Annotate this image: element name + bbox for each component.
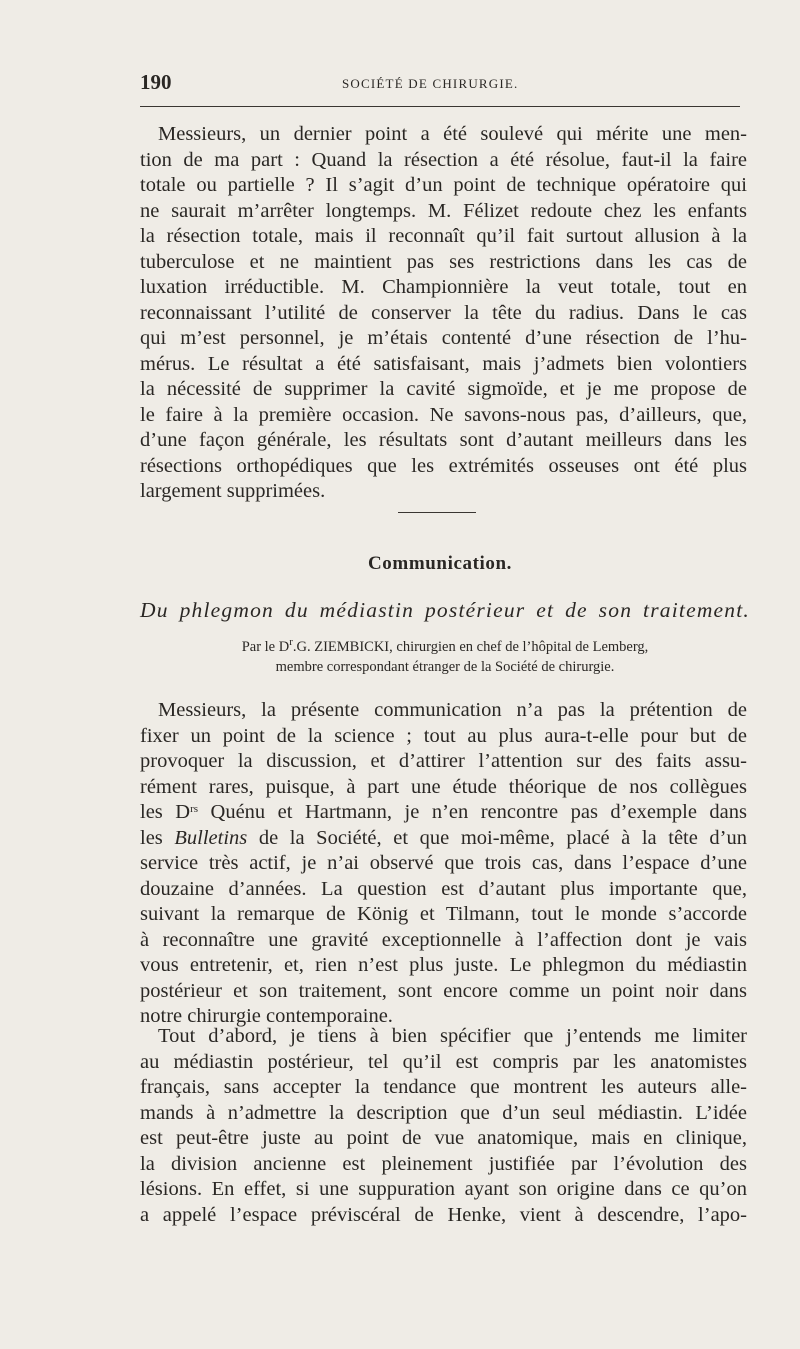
text-line: postérieur et son traitement, sont encore comme un point noir dans (140, 979, 747, 1002)
text-line: service très actif, je n’ai observé que trois cas, dans l’espace d’une (140, 852, 747, 874)
text-line: provoquer la discussion, et d’attirer l’attention sur des faits assu- (140, 750, 747, 772)
running-title: SOCIÉTÉ DE CHIRURGIE. (342, 76, 519, 91)
text-line: la nécessité de supprimer la cavité sigmoïde, et je me propose de (140, 378, 747, 400)
text-line: les $D^{rs}$ Quénu et Hartmann, je n’en rencontre pas d’exemple dans (140, 801, 748, 823)
text-line: lésions. En effet, si une suppuration ayant son origine dans ce qu’on (140, 1178, 747, 1200)
article-title: Du phlegmon du médiastin postérieur et de son traitement. (140, 598, 750, 622)
text-line: qui m’est personnel, je m’étais contenté d’une résection de l’hu- (140, 327, 747, 349)
text-line: fixer un point de la science ; tout au plus aura-t-elle pour but de (140, 724, 747, 747)
text-line: suivant la remarque de König et Tilmann, tout le monde s’accorde (140, 903, 747, 925)
text-line: au médiastin postérieur, tel qu’il est compris par les anatomistes (140, 1050, 747, 1073)
text-line: Messieurs, un dernier point a été soulevé qui mérite une men- (158, 123, 747, 145)
text-line: vous entretenir, et, rien n’est plus juste. Le phlegmon du médiastin (140, 954, 747, 976)
text-line: largement supprimées. (140, 480, 326, 502)
text-line: mands à n’admettre la description que d’un seul médiastin. L’idée (140, 1101, 747, 1124)
paragraph-1 (140, 122, 747, 505)
byline (140, 637, 750, 677)
text-line: rément rares, puisque, à part une étude théorique de nos collègues (140, 775, 747, 798)
byline-line: membre correspondant étranger de la Société de chirurgie. (275, 659, 615, 675)
text-line: tion de ma part : Quand la résection a été résolue, faut-il la faire (140, 148, 747, 171)
byline-line: Par le $D^r.G$. ZIEMBICKI, chirurgien en chef de l’hôpital de Lemberg, (241, 636, 649, 655)
text-line: luxation irréductible. M. Championnière la veut totale, tout en (140, 276, 747, 298)
text-line: le faire à la première occasion. Ne savons-nous pas, d’ailleurs, que, (140, 403, 747, 426)
text-line: a appelé l’espace préviscéral de Henke, vient à descendre, l’apo- (140, 1203, 747, 1226)
text-line: tuberculose et ne maintient pas ses restrictions dans les cas de (140, 250, 747, 273)
text-line: notre chirurgie contemporaine. (140, 1005, 393, 1027)
text-line: ne saurait m’arrêter longtemps. M. Félizet redoute chez les enfants (140, 199, 747, 222)
paragraph-2 (140, 698, 747, 1030)
text-line: est peut-être juste au point de vue anatomique, mais en clinique, (140, 1127, 747, 1149)
text-line: d’une façon générale, les résultats sont d’autant meilleurs dans les (140, 429, 747, 451)
page-number: 190 (140, 70, 172, 94)
text-line: Messieurs, la présente communication n’a pas la prétention de (158, 699, 747, 721)
text-line: français, sans accepter la tendance que montrent les auteurs alle- (140, 1076, 747, 1098)
text-line: la résection totale, mais il reconnaît qu’il fait surtout allusion à la (140, 225, 747, 247)
text-line: la division ancienne est pleinement justifiée par l’évolution des (140, 1152, 747, 1175)
text-line: résections orthopédiques que les extrémités osseuses ont été plus (140, 454, 747, 477)
text-line: totale ou partielle ? Il s’agit d’un point de technique opératoire qui (140, 174, 747, 196)
section-heading: Communication. (367, 553, 513, 574)
header-rule (140, 106, 740, 107)
text-line: les Bulletins de la Société, et que moi-même, placé à la tête d’un (140, 826, 748, 849)
section-separator (398, 512, 476, 513)
text-line: Tout d’abord, je tiens à bien spécifier que j’entends me limiter (158, 1025, 747, 1047)
text-line: douzaine d’années. La question est d’autant plus importante que, (140, 877, 747, 900)
running-head (140, 70, 740, 100)
text-line: à reconnaître une gravité exceptionnelle à l’affection dont je vais (140, 928, 747, 951)
paragraph-3 (140, 1024, 747, 1228)
text-line: reconnaissant l’utilité de conserver la tête du radius. Dans le cas (140, 301, 747, 324)
text-line: mérus. Le résultat a été satisfaisant, mais j’admets bien volontiers (140, 352, 747, 375)
